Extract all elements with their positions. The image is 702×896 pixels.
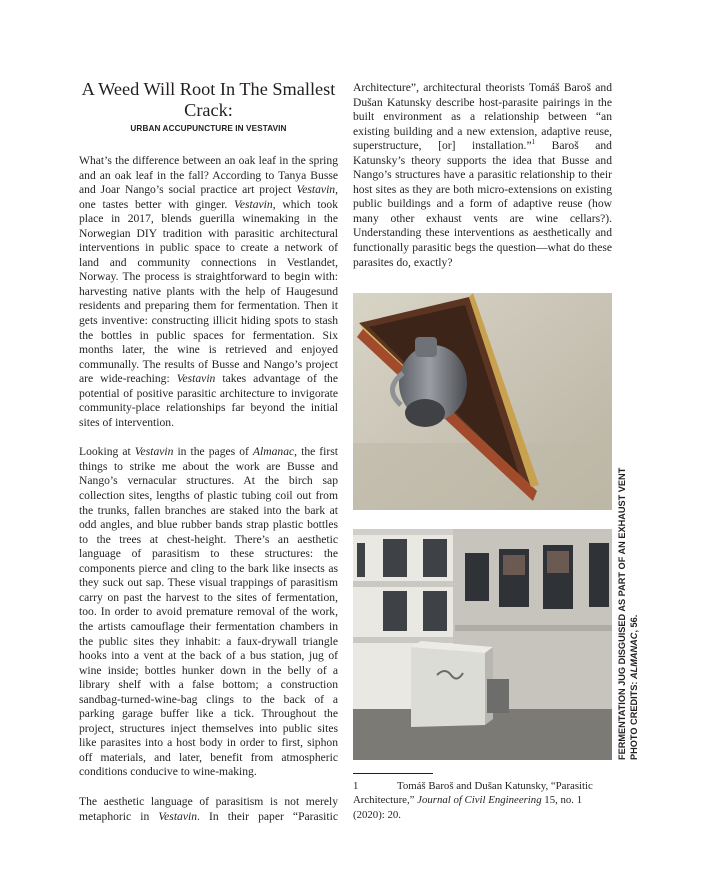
footnote-journal: Journal of Civil Engineering [417, 794, 542, 807]
italic-title: Vestavin [176, 372, 216, 386]
footnote-text-part1: Tomáš Baroš and Dušan Katunsky, “Parasitic Architecture,” [353, 780, 593, 807]
article-title: A Weed Will Root In The Smallest Crack: [81, 79, 336, 120]
italic-title: Vestavin [234, 197, 273, 211]
italic-title: Vestavin [158, 809, 197, 823]
text-run: , the first things to strike me about the work are Busse and Nango’s vernacular structures. At the birch sap collection sites, lengths of plastic tubing coil out from the trunks, fallen branches are staked into the bark at odd angles, and blue rubber bands strap plastic bottles to the trees at chest-height. There’s an aesthetic language of parasitism to these structures: the components pierce and cling to the bark like insects as they suck out sap. These visual trappings of parasitism carry on past the harvest to the sites of fermentation, too. In order to avoid premature removal of the work, the artists camouflage their fermentation chambers in the public sites they inhabit: a faux-drywall triangle hooks into a vent at the back of a bus station, jug of wine inside; bottles hunker down in the belly of a library shelf with a false bottom; a construction sandbag-turned-wine-bag clings to the back of a parking garage buffer like a tick. Throughout the project, structures inject themselves into public sites like parasites into a host body in order to first, siphon off materials, and later, benefit from atmospheric conditions conducive to wine-making. [79, 445, 338, 779]
photo-jug-illustration [353, 293, 612, 510]
footnote-marker: 1 [531, 138, 536, 147]
italic-title: Almanac [252, 445, 295, 459]
text-run: takes advantage of the potential of positive parasitic architecture to invigorate community-place relationships far beyond the initial sites of intervention. [79, 372, 338, 429]
paragraph-3-start [79, 795, 338, 824]
text-run: in the pages of [173, 445, 253, 459]
text-run: . In their paper “Parasitic [197, 809, 338, 823]
caption-line-2 [628, 400, 640, 760]
caption-credit-source: ALMANAC [629, 632, 639, 679]
paragraph-1 [79, 154, 338, 430]
photo-caption [616, 400, 640, 760]
text-run: Architecture”, architectural theorists Tomáš Baroš and Dušan Katunsky describe host-parasite pairings in the built environment as a relationship between “an existing building and a new extension, adaptive reuse, superstructure, [or] installation.” [353, 81, 612, 153]
text-run: Looking at [79, 445, 135, 459]
left-column [79, 154, 338, 824]
text-run: , which took place in 2017, blends guerilla winemaking in the Norwegian DIY tradition with parasitic architectural interventions in public space to create a network of land and community connections in Vestlandet, Norway. The process is straightforward to begin with: harvesting native plants with the help of Haugesund residents and preparing them for fermentation. Then it gets inventive: constructing illicit hiding spots to stash the bottles in public spaces for fermentation. Six months later, the wine is retrieved and enjoyed communally. The results of Busse and Nango’s project are wide-reaching: [79, 197, 338, 386]
right-column [353, 81, 612, 270]
text-run: What’s the difference between an oak leaf in the spring and an oak leaf in the fall? According to Tanya Busse and Joar Nango’s social practice art project [79, 154, 338, 197]
italic-title: Vestavin [296, 183, 336, 197]
caption-line-1: FERMENTATION JUG DISGUISED AS PART OF AN EXHAUST VENT [617, 467, 627, 760]
photo-exhaust-vent-building [353, 529, 612, 760]
text-run: , one tastes better with ginger. [79, 183, 338, 211]
text-run: Baroš and Katunsky’s theory supports the idea that Busse and Nango’s structures have a parasitic relationship to their host sites as they are both micro-extensions on existing public buildings and a form of adaptive reuse (how many other exhaust vents are wine cellars?). Understanding these interventions as aesthetically and functionally parasitic begs the question—what do these parasites do, exactly? [353, 139, 612, 269]
italic-title: Vestavin [134, 445, 174, 459]
footnote [353, 779, 612, 822]
paragraph-2 [79, 445, 338, 780]
caption-credit-suffix: , 56. [629, 614, 639, 633]
footnote-number: 1 [353, 780, 359, 792]
photo-fermentation-jug [353, 293, 612, 510]
article-subtitle: URBAN ACCUPUNCTURE IN VESTAVIN [130, 124, 287, 133]
footnote-text-part2: 15, no. 1 (2020): 20. [353, 794, 583, 821]
caption-credit-prefix: PHOTO CREDITS: [629, 679, 639, 760]
paragraph-3-continued [353, 81, 612, 270]
footnote-rule [353, 773, 433, 774]
text-run: The aesthetic language of parasitism is not merely metaphoric in [79, 794, 338, 823]
photo-building-illustration [353, 529, 612, 760]
